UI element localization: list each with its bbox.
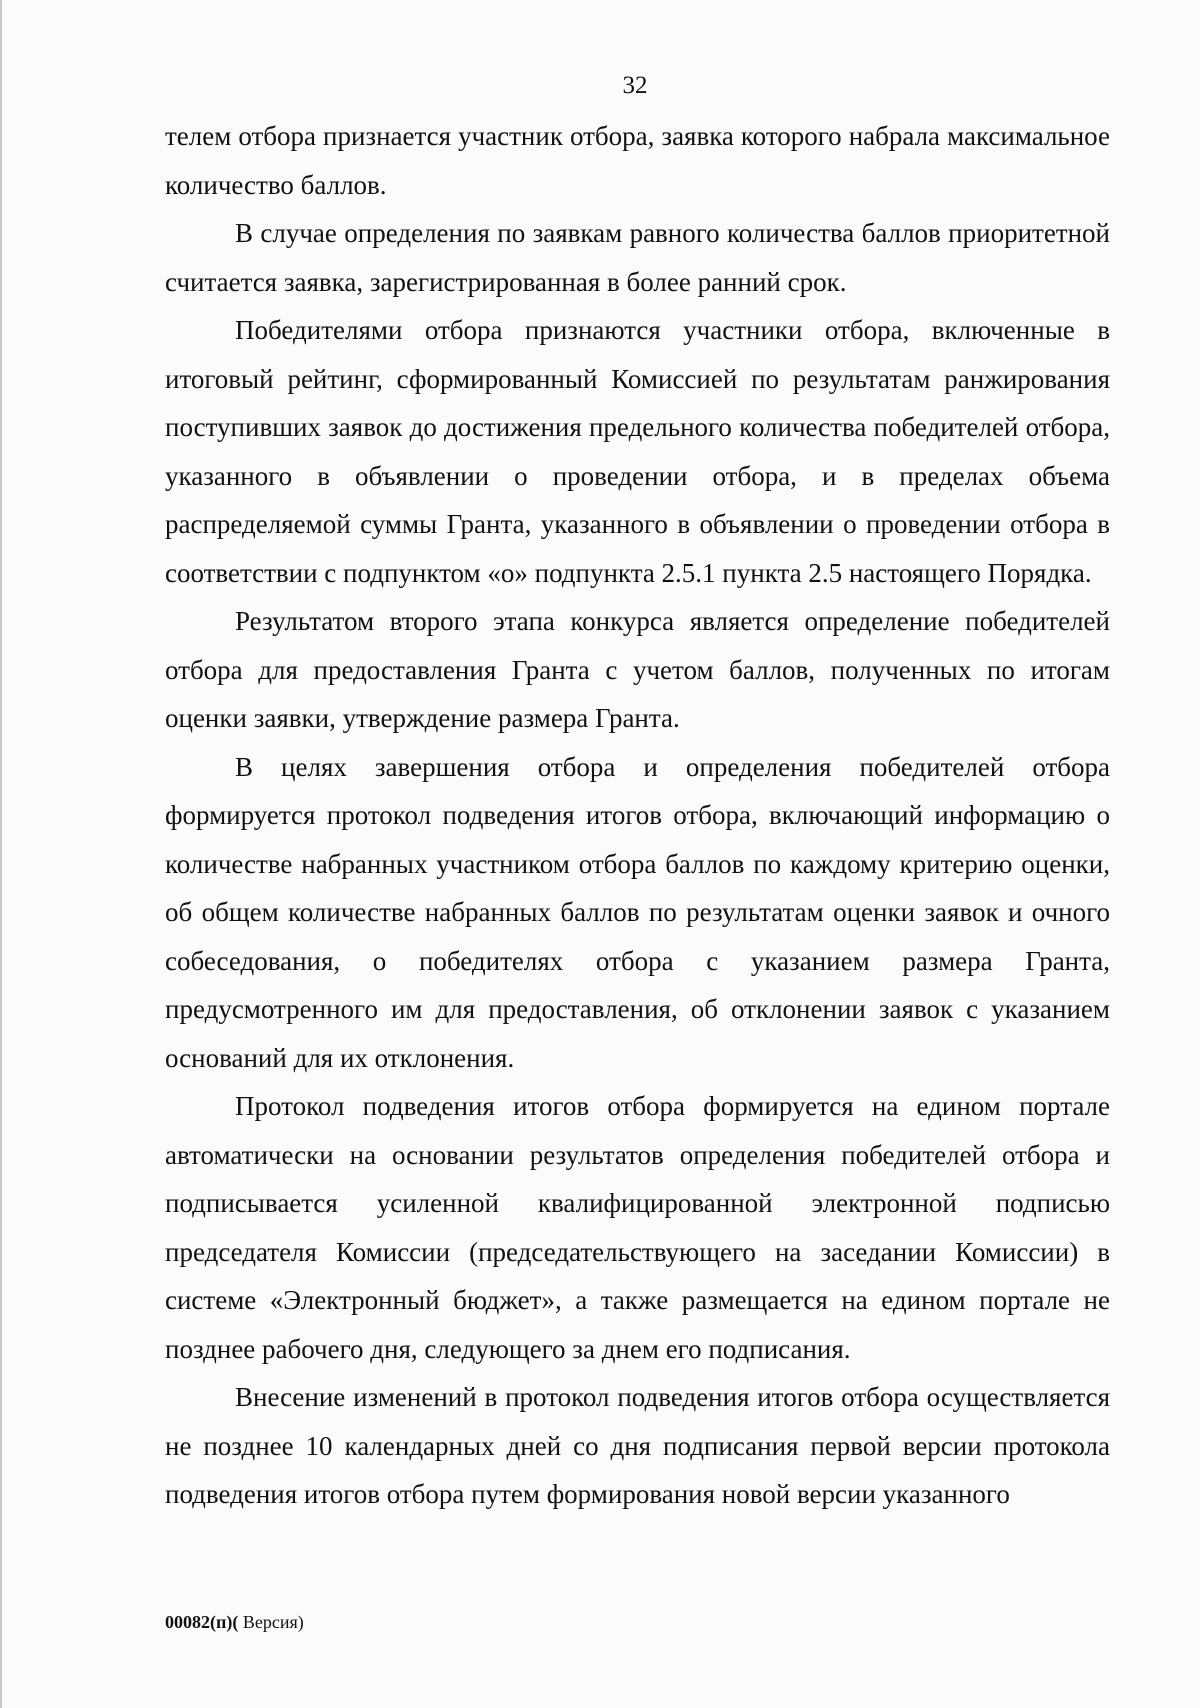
- document-code-number: 00082(п)(: [165, 1612, 239, 1632]
- document-code: [165, 1612, 304, 1633]
- paragraph-continuation: телем отбора признается участник отбора, заявка которого набрала максимальное количество баллов.: [165, 121, 1110, 200]
- paragraph: Протокол подведения итогов отбора формируется на едином портале автоматически на основании результатов определения победителей отбора и подписывается усиленной квалифицированной электронной подписью председателя Комиссии (председательствующего на заседании Комиссии) в системе «Электронный бюджет», а также размещается на едином портале не позднее рабочего дня, следующего за днем его подписания.: [165, 1091, 1110, 1364]
- document-body: [165, 112, 1110, 1519]
- paragraph: В случае определения по заявкам равного количества баллов приоритетной считается заявка, зарегистрированная в более ранний срок.: [165, 218, 1110, 297]
- paragraph: Победителями отбора признаются участники отбора, включенные в итоговый рейтинг, сформированный Комиссией по результатам ранжирования поступивших заявок до достижения предельного количества победителей отбора, указанного в объявлении о проведении отбора, и в пределах объема распределяемой суммы Гранта, указанного в объявлении о проведении отбора в соответствии с подпунктом «о» подпункта 2.5.1 пункта 2.5 настоящего Порядка.: [165, 315, 1110, 588]
- paragraph: В целях завершения отбора и определения победителей отбора формируется протокол подведения итогов отбора, включающий информацию о количестве набранных участником отбора баллов по каждому критерию оценки, об общем количестве набранных баллов по результатам оценки заявок и очного собеседования, о победителях отбора с указанием размера Гранта, предусмотренного им для предоставления, об отклонении заявок с указанием оснований для их отклонения.: [165, 751, 1110, 1073]
- paragraph: Внесение изменений в протокол подведения итогов отбора осуществляется не позднее 10 календарных дней со дня подписания первой версии протокола подведения итогов отбора путем формирования новой версии указанного: [165, 1382, 1110, 1509]
- document-version-label: Версия): [242, 1612, 304, 1632]
- paragraph: Результатом второго этапа конкурса является определение победителей отбора для предоставления Гранта с учетом баллов, полученных по итогам оценки заявки, утверждение размера Гранта.: [165, 606, 1110, 733]
- scan-edge: [0, 0, 2, 1708]
- page-number: 32: [622, 72, 648, 99]
